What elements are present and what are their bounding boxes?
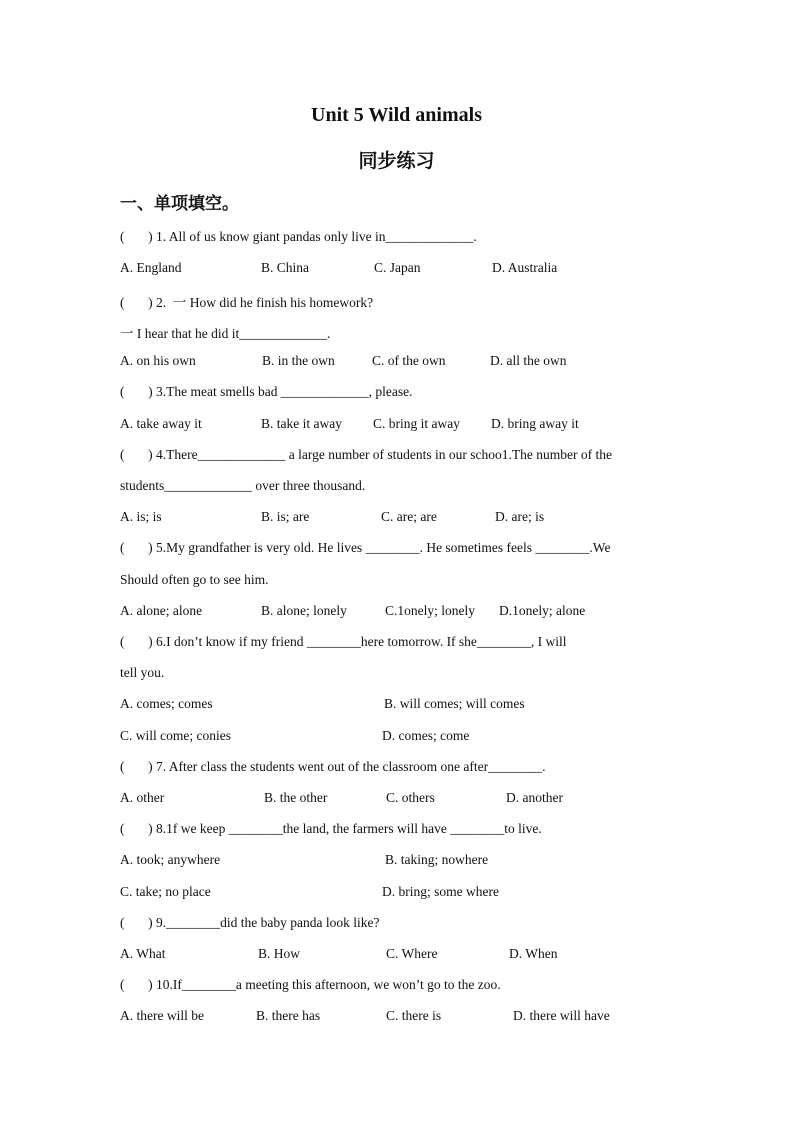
q10-option-a: A. there will be — [120, 1008, 204, 1023]
q1-option-c: C. Japan — [374, 260, 421, 275]
q3-option-a: A. take away it — [120, 416, 202, 431]
q3-option-b: B. take it away — [261, 416, 342, 431]
q6-option-b: B. will comes; will comes — [384, 696, 525, 711]
question-5-continued: Should often go to see him. — [120, 572, 269, 587]
q10-option-c: C. there is — [386, 1008, 442, 1023]
q6-option-c: C. will come; conies — [120, 728, 231, 743]
question-6: ( ) 6.I don’t know if my friend ________here tomorrow. If she________, I will — [120, 634, 567, 649]
question-4-continued: students_____________ over three thousand. — [120, 478, 366, 493]
q8-option-d: D. bring; some where — [382, 884, 499, 899]
q8-option-b: B. taking; nowhere — [385, 852, 489, 867]
page-subtitle: 同步练习 — [358, 150, 435, 172]
q3-option-c: C. bring it away — [373, 416, 460, 431]
question-2-answer-line: 一 I hear that he did it_____________. — [120, 326, 331, 341]
q10-option-b: B. there has — [256, 1008, 321, 1023]
q7-option-c: C. others — [386, 790, 435, 805]
q9-option-a: A. What — [120, 946, 166, 961]
q5-option-d: D.1onely; alone — [499, 603, 586, 618]
question-2: ( ) 2. 一 How did he finish his homework? — [120, 295, 374, 310]
q5-option-a: A. alone; alone — [120, 603, 203, 618]
q9-option-d: D. When — [509, 946, 558, 961]
q5-option-c: C.1onely; lonely — [385, 603, 475, 618]
q8-option-a: A. took; anywhere — [120, 852, 221, 867]
q4-option-b: B. is; are — [261, 509, 310, 524]
q4-option-d: D. are; is — [495, 509, 545, 524]
q4-option-c: C. are; are — [381, 509, 437, 524]
question-10: ( ) 10.If________a meeting this afternoon, we won’t go to the zoo. — [120, 977, 501, 992]
q1-option-b: B. China — [261, 260, 310, 275]
q2-option-d: D. all the own — [490, 353, 567, 368]
q9-option-c: C. Where — [386, 946, 438, 961]
q6-option-d: D. comes; come — [382, 728, 470, 743]
question-6-continued: tell you. — [120, 665, 165, 680]
question-3: ( ) 3.The meat smells bad _____________, please. — [120, 384, 413, 399]
q7-option-b: B. the other — [264, 790, 328, 805]
q3-option-d: D. bring away it — [491, 416, 579, 431]
page-title: Unit 5 Wild animals — [311, 104, 482, 126]
q7-option-a: A. other — [120, 790, 165, 805]
q10-option-d: D. there will have — [513, 1008, 610, 1023]
question-5: ( ) 5.My grandfather is very old. He lives ________. He sometimes feels ________.We — [120, 540, 611, 555]
q6-option-a: A. comes; comes — [120, 696, 213, 711]
section-heading: 一、单项填空。 — [120, 194, 239, 214]
q5-option-b: B. alone; lonely — [261, 603, 347, 618]
question-8: ( ) 8.1f we keep ________the land, the farmers will have ________to live. — [120, 821, 542, 836]
question-1: ( ) 1. All of us know giant pandas only live in_____________. — [120, 229, 477, 244]
question-4: ( ) 4.There_____________ a large number of students in our schoo1.The number of the — [120, 447, 613, 462]
q7-option-d: D. another — [506, 790, 563, 805]
question-7: ( ) 7. After class the students went out of the classroom one after________. — [120, 759, 546, 774]
q2-option-b: B. in the own — [262, 353, 335, 368]
q8-option-c: C. take; no place — [120, 884, 211, 899]
q4-option-a: A. is; is — [120, 509, 162, 524]
q2-option-a: A. on his own — [120, 353, 196, 368]
question-9: ( ) 9.________did the baby panda look like? — [120, 915, 380, 930]
q2-option-c: C. of the own — [372, 353, 446, 368]
q1-option-a: A. England — [120, 260, 182, 275]
q9-option-b: B. How — [258, 946, 301, 961]
q1-option-d: D. Australia — [492, 260, 558, 275]
